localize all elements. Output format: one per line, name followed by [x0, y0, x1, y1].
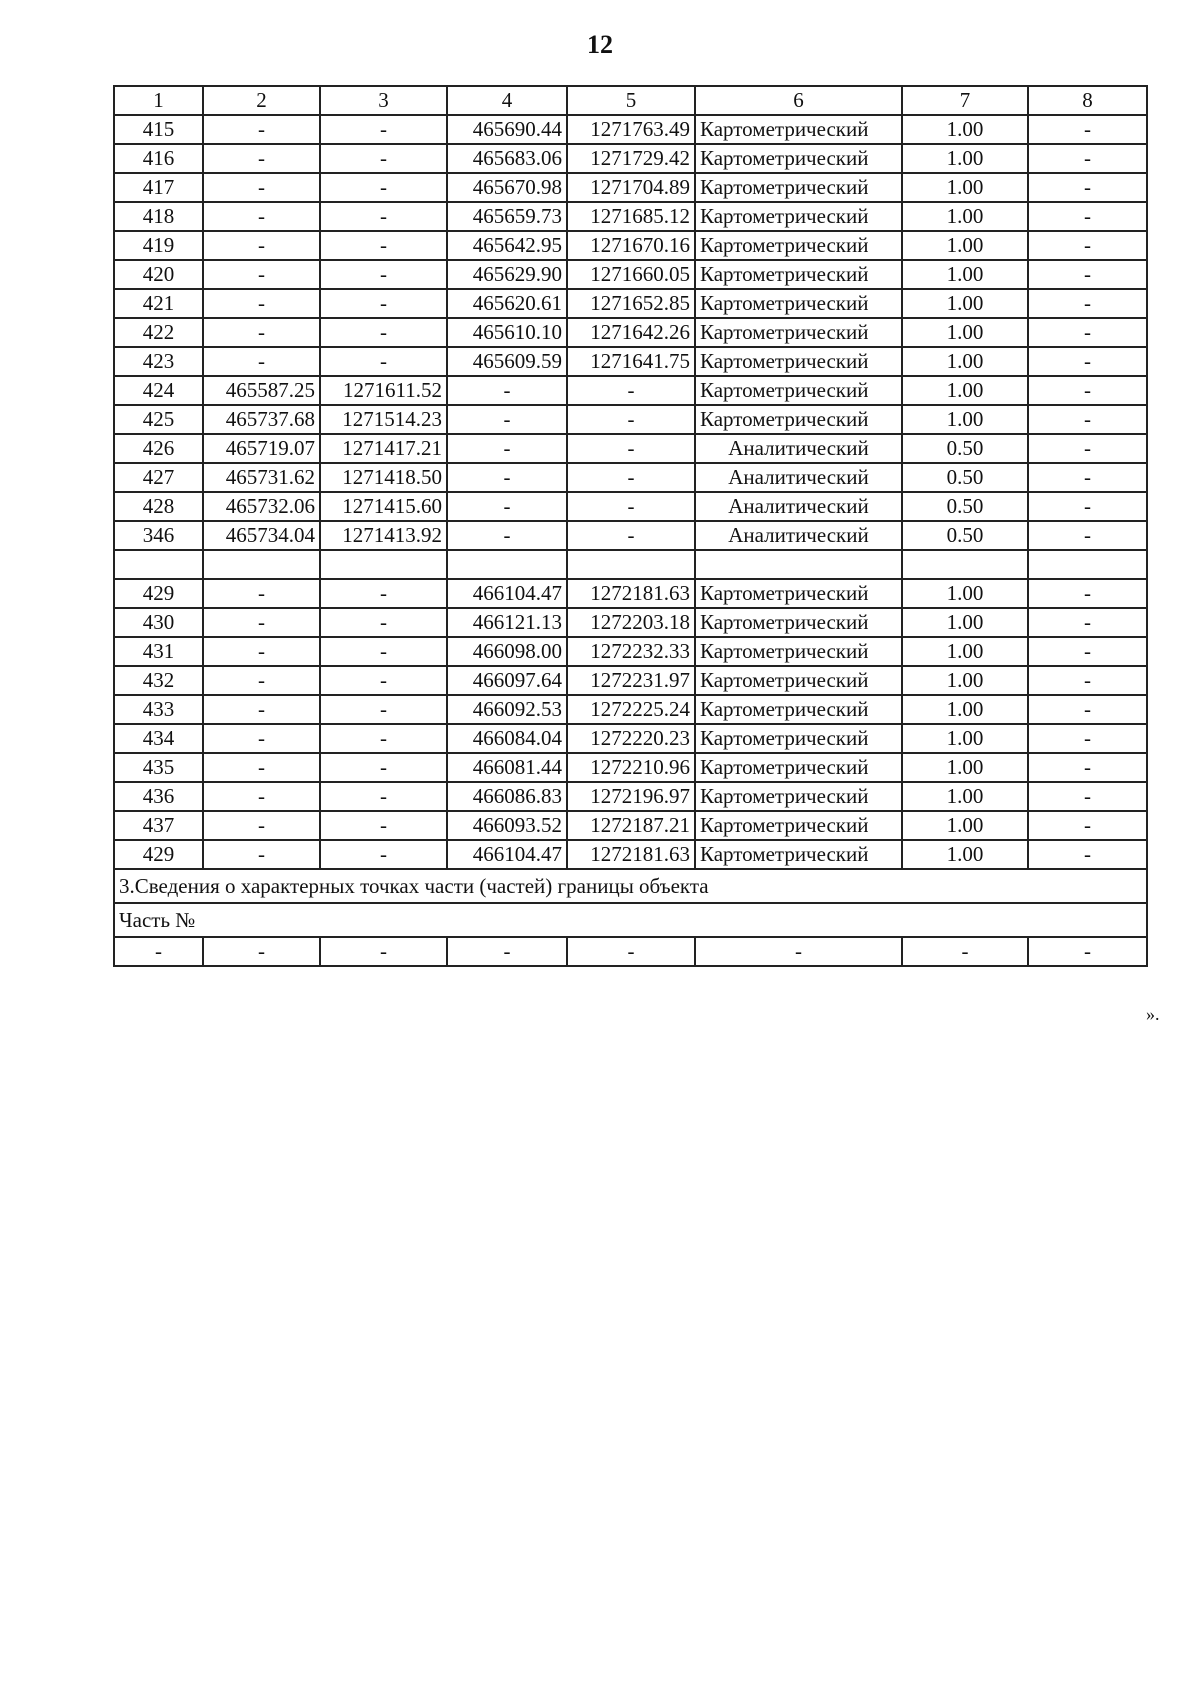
- table-row: [114, 463, 1147, 492]
- table-cell: [1028, 550, 1147, 579]
- table-cell: 465737.68: [203, 405, 320, 434]
- table-cell: Картометрический: [695, 376, 902, 405]
- table-cell: 1272231.97: [567, 666, 695, 695]
- table-cell: -: [203, 608, 320, 637]
- table-cell: -: [1028, 115, 1147, 144]
- table-cell: Аналитический: [695, 521, 902, 550]
- table-cell: 1.00: [902, 115, 1028, 144]
- closing-quote-mark: ».: [1146, 1004, 1160, 1024]
- table-row: [114, 782, 1147, 811]
- table-cell: -: [320, 260, 447, 289]
- table-cell: 1272196.97: [567, 782, 695, 811]
- table-cell: -: [1028, 724, 1147, 753]
- table-cell: -: [320, 724, 447, 753]
- table-cell: Картометрический: [695, 695, 902, 724]
- table-cell: -: [320, 115, 447, 144]
- table-cell: Картометрический: [695, 724, 902, 753]
- table-cell: 430: [114, 608, 203, 637]
- table-cell: 1.00: [902, 840, 1028, 869]
- table-cell: Картометрический: [695, 753, 902, 782]
- table-row: [114, 115, 1147, 144]
- table-cell: 1.00: [902, 666, 1028, 695]
- table-cell: -: [1028, 405, 1147, 434]
- table-cell: 1272225.24: [567, 695, 695, 724]
- table-cell: 1.00: [902, 289, 1028, 318]
- table-cell: -: [203, 318, 320, 347]
- table-cell: -: [1028, 347, 1147, 376]
- table-cell: 434: [114, 724, 203, 753]
- table-cell: 1271418.50: [320, 463, 447, 492]
- table-cell: -: [1028, 937, 1147, 966]
- table-cell: [567, 550, 695, 579]
- table-cell: 1.00: [902, 811, 1028, 840]
- table-cell: -: [320, 144, 447, 173]
- table-cell: Картометрический: [695, 811, 902, 840]
- table-cell: 1.00: [902, 608, 1028, 637]
- table-row: [114, 144, 1147, 173]
- table-cell: 1.00: [902, 318, 1028, 347]
- table-cell: Картометрический: [695, 115, 902, 144]
- table-cell: 429: [114, 840, 203, 869]
- table-cell: -: [320, 347, 447, 376]
- table-cell: -: [320, 608, 447, 637]
- table-row: [114, 637, 1147, 666]
- table-cell: 1.00: [902, 376, 1028, 405]
- table-cell: 1271642.26: [567, 318, 695, 347]
- table-row: [114, 811, 1147, 840]
- table-cell: -: [567, 376, 695, 405]
- table-cell: [320, 550, 447, 579]
- table-row: [114, 260, 1147, 289]
- table-row: [114, 695, 1147, 724]
- table-cell: 465609.59: [447, 347, 567, 376]
- table-cell: 465690.44: [447, 115, 567, 144]
- table-cell: -: [320, 695, 447, 724]
- table-row: [114, 405, 1147, 434]
- table-cell: 1272210.96: [567, 753, 695, 782]
- table-cell: 433: [114, 695, 203, 724]
- table-cell: 417: [114, 173, 203, 202]
- table-cell: -: [203, 202, 320, 231]
- table-cell: -: [447, 937, 567, 966]
- table-cell: 1.00: [902, 144, 1028, 173]
- table-cell: 1272203.18: [567, 608, 695, 637]
- table-cell: 1.00: [902, 637, 1028, 666]
- table-cell: -: [320, 202, 447, 231]
- table-cell: 418: [114, 202, 203, 231]
- table-cell: -: [320, 782, 447, 811]
- table-cell: 420: [114, 260, 203, 289]
- table-cell: -: [447, 405, 567, 434]
- table-cell: 423: [114, 347, 203, 376]
- table-cell: 1.00: [902, 405, 1028, 434]
- table-header-row: [114, 86, 1147, 115]
- table-cell: 1271652.85: [567, 289, 695, 318]
- table-cell: -: [1028, 782, 1147, 811]
- table-cell: 465642.95: [447, 231, 567, 260]
- table-cell: 436: [114, 782, 203, 811]
- header-cell: 1: [114, 86, 203, 115]
- table-cell: 1271641.75: [567, 347, 695, 376]
- table-cell: 466084.04: [447, 724, 567, 753]
- table-cell: 465719.07: [203, 434, 320, 463]
- table-cell: Картометрический: [695, 840, 902, 869]
- table-cell: 1272181.63: [567, 579, 695, 608]
- table-cell: 1.00: [902, 579, 1028, 608]
- table-cell: -: [203, 144, 320, 173]
- table-cell: 425: [114, 405, 203, 434]
- table-cell: 465683.06: [447, 144, 567, 173]
- table-cell: -: [1028, 579, 1147, 608]
- table-cell: -: [320, 231, 447, 260]
- table-cell: -: [1028, 753, 1147, 782]
- table-cell: Картометрический: [695, 579, 902, 608]
- table-cell: -: [1028, 289, 1147, 318]
- table-cell: 427: [114, 463, 203, 492]
- table-cell: 466104.47: [447, 579, 567, 608]
- table-cell: [114, 550, 203, 579]
- table-cell: 1.00: [902, 753, 1028, 782]
- table-cell: -: [320, 753, 447, 782]
- table-row: [114, 840, 1147, 869]
- table-cell: -: [902, 937, 1028, 966]
- table-row: [114, 173, 1147, 202]
- table-cell: 465610.10: [447, 318, 567, 347]
- header-cell: 2: [203, 86, 320, 115]
- table-cell: 429: [114, 579, 203, 608]
- table-cell: -: [320, 937, 447, 966]
- table-cell: 428: [114, 492, 203, 521]
- table-cell: -: [1028, 202, 1147, 231]
- table-cell: -: [203, 840, 320, 869]
- table-cell: 1271415.60: [320, 492, 447, 521]
- table-cell: 466092.53: [447, 695, 567, 724]
- table-cell: 1271417.21: [320, 434, 447, 463]
- table-cell: 1.00: [902, 782, 1028, 811]
- table-cell: -: [1028, 463, 1147, 492]
- table-cell: Картометрический: [695, 202, 902, 231]
- page-number: 12: [587, 30, 613, 59]
- table-cell: -: [447, 376, 567, 405]
- table-cell: -: [1028, 637, 1147, 666]
- table-cell: -: [320, 666, 447, 695]
- section-3-title: 3.Сведения о характерных точках части (частей) границы объекта: [114, 869, 1147, 903]
- table-cell: 1.00: [902, 695, 1028, 724]
- table-cell: 466086.83: [447, 782, 567, 811]
- table-cell: -: [1028, 231, 1147, 260]
- table-row: [114, 434, 1147, 463]
- table-row: [114, 521, 1147, 550]
- table-cell: -: [1028, 492, 1147, 521]
- table-cell: -: [203, 937, 320, 966]
- table-cell: 1271685.12: [567, 202, 695, 231]
- table-cell: 466098.00: [447, 637, 567, 666]
- table-cell: 421: [114, 289, 203, 318]
- table-cell: -: [203, 724, 320, 753]
- table-cell: 1271413.92: [320, 521, 447, 550]
- table-cell: 415: [114, 115, 203, 144]
- table-cell: -: [1028, 608, 1147, 637]
- table-cell: 1271514.23: [320, 405, 447, 434]
- table-cell: -: [203, 289, 320, 318]
- table-cell: -: [1028, 173, 1147, 202]
- table-cell: Картометрический: [695, 231, 902, 260]
- table-cell: 1271763.49: [567, 115, 695, 144]
- table-cell: -: [567, 463, 695, 492]
- table-row: [114, 347, 1147, 376]
- table-cell: -: [203, 695, 320, 724]
- table-cell: Картометрический: [695, 637, 902, 666]
- table-row: [114, 492, 1147, 521]
- table-cell: -: [1028, 260, 1147, 289]
- table-cell: 465587.25: [203, 376, 320, 405]
- table-cell: 1.00: [902, 724, 1028, 753]
- table-cell: -: [1028, 840, 1147, 869]
- table-cell: -: [203, 260, 320, 289]
- table-cell: -: [1028, 521, 1147, 550]
- table-cell: -: [447, 492, 567, 521]
- table-cell: -: [1028, 434, 1147, 463]
- table-cell: -: [567, 434, 695, 463]
- header-cell: 7: [902, 86, 1028, 115]
- table-cell: -: [320, 318, 447, 347]
- table-cell: 426: [114, 434, 203, 463]
- table-cell: -: [203, 637, 320, 666]
- table-cell: 465659.73: [447, 202, 567, 231]
- table-cell: -: [203, 115, 320, 144]
- header-cell: 5: [567, 86, 695, 115]
- table-cell: -: [1028, 666, 1147, 695]
- table-cell: -: [447, 463, 567, 492]
- table-cell: -: [567, 405, 695, 434]
- table-cell: Картометрический: [695, 173, 902, 202]
- table-row: [114, 753, 1147, 782]
- table-cell: -: [695, 937, 902, 966]
- table-cell: -: [203, 753, 320, 782]
- table-cell: -: [1028, 695, 1147, 724]
- table-cell: -: [1028, 376, 1147, 405]
- table-cell: 432: [114, 666, 203, 695]
- table-cell: -: [203, 231, 320, 260]
- table-cell: 1271670.16: [567, 231, 695, 260]
- table-cell: 437: [114, 811, 203, 840]
- table-cell: 466121.13: [447, 608, 567, 637]
- table-cell: -: [203, 579, 320, 608]
- table-cell: Картометрический: [695, 782, 902, 811]
- table-cell: 1271704.89: [567, 173, 695, 202]
- table-cell: -: [114, 937, 203, 966]
- table-cell: 1.00: [902, 347, 1028, 376]
- table-cell: 465629.90: [447, 260, 567, 289]
- table-cell: 1271660.05: [567, 260, 695, 289]
- table-cell: 466097.64: [447, 666, 567, 695]
- table-row: [114, 579, 1147, 608]
- table-cell: -: [203, 811, 320, 840]
- header-cell: 6: [695, 86, 902, 115]
- section-title-row: [114, 869, 1147, 903]
- table-cell: 0.50: [902, 434, 1028, 463]
- table-cell: Картометрический: [695, 289, 902, 318]
- table-row: [114, 608, 1147, 637]
- table-cell: 435: [114, 753, 203, 782]
- table-cell: Аналитический: [695, 492, 902, 521]
- table-cell: 1.00: [902, 260, 1028, 289]
- table-cell: Картометрический: [695, 608, 902, 637]
- header-cell: 8: [1028, 86, 1147, 115]
- table-cell: -: [1028, 144, 1147, 173]
- table-cell: 431: [114, 637, 203, 666]
- table-cell: 1.00: [902, 202, 1028, 231]
- table-cell: Картометрический: [695, 318, 902, 347]
- table-cell: -: [447, 434, 567, 463]
- table-cell: Картометрический: [695, 666, 902, 695]
- table-cell: [902, 550, 1028, 579]
- table-cell: Картометрический: [695, 144, 902, 173]
- table-cell: 465620.61: [447, 289, 567, 318]
- header-cell: 4: [447, 86, 567, 115]
- table-cell: 465732.06: [203, 492, 320, 521]
- table-cell: 416: [114, 144, 203, 173]
- table-cell: 422: [114, 318, 203, 347]
- table-cell: -: [567, 937, 695, 966]
- table-cell: 424: [114, 376, 203, 405]
- table-row: [114, 289, 1147, 318]
- table-cell: 465731.62: [203, 463, 320, 492]
- table-cell: 0.50: [902, 463, 1028, 492]
- table-cell: -: [447, 521, 567, 550]
- table-row: [114, 202, 1147, 231]
- table-cell: 1271729.42: [567, 144, 695, 173]
- table-body: [114, 86, 1147, 869]
- table-cell: -: [203, 347, 320, 376]
- table-row: [114, 376, 1147, 405]
- table-cell: -: [320, 811, 447, 840]
- table-cell: -: [320, 637, 447, 666]
- table-cell: 346: [114, 521, 203, 550]
- table-cell: Картометрический: [695, 405, 902, 434]
- table-cell: 1272181.63: [567, 840, 695, 869]
- table-cell: -: [567, 521, 695, 550]
- table-cell: 419: [114, 231, 203, 260]
- table-row: [114, 666, 1147, 695]
- table-cell: 465734.04: [203, 521, 320, 550]
- table-cell: -: [320, 840, 447, 869]
- table-cell: -: [203, 782, 320, 811]
- table-cell: 1272220.23: [567, 724, 695, 753]
- table-cell: 466081.44: [447, 753, 567, 782]
- table-cell: 0.50: [902, 492, 1028, 521]
- table-cell: -: [320, 579, 447, 608]
- table-cell: -: [320, 173, 447, 202]
- table-cell: 466104.47: [447, 840, 567, 869]
- table-cell: 1272187.21: [567, 811, 695, 840]
- table-cell: 466093.52: [447, 811, 567, 840]
- table-cell: 1271611.52: [320, 376, 447, 405]
- table-cell: -: [1028, 318, 1147, 347]
- table-row: [114, 724, 1147, 753]
- table-cell: [447, 550, 567, 579]
- table-cell: 0.50: [902, 521, 1028, 550]
- table-cell: [203, 550, 320, 579]
- part-label-row: [114, 903, 1147, 937]
- table-cell: 1.00: [902, 173, 1028, 202]
- table-cell: 1.00: [902, 231, 1028, 260]
- table-cell: -: [320, 289, 447, 318]
- table-cell: 465670.98: [447, 173, 567, 202]
- table-separator-row: [114, 550, 1147, 579]
- table-footer: [114, 869, 1147, 966]
- table-cell: -: [1028, 811, 1147, 840]
- final-row: [114, 937, 1147, 966]
- table-cell: Картометрический: [695, 347, 902, 376]
- table-cell: Картометрический: [695, 260, 902, 289]
- table-cell: -: [203, 173, 320, 202]
- table-row: [114, 231, 1147, 260]
- table-cell: 1272232.33: [567, 637, 695, 666]
- table-cell: Аналитический: [695, 434, 902, 463]
- table-cell: -: [203, 666, 320, 695]
- table-cell: [695, 550, 902, 579]
- header-cell: 3: [320, 86, 447, 115]
- table-cell: -: [567, 492, 695, 521]
- table-cell: Аналитический: [695, 463, 902, 492]
- table-row: [114, 318, 1147, 347]
- coordinates-table: [113, 85, 1148, 967]
- part-number-label: Часть №: [114, 903, 1147, 937]
